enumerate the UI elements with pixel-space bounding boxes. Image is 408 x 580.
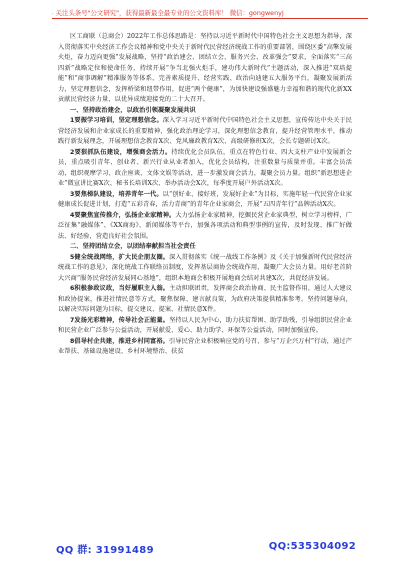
section-item [58,116,352,148]
item-title: 1要振学习培训，坚定理想信念。 [70,117,163,124]
banner-bullet: · [52,11,54,17]
section-heading-1: 一、坚持政治建会，以政治引领凝聚发展共识 [70,106,196,114]
item-title: 3要焦梯队建设，培养青年一代。 [70,190,163,198]
item-text: 主动担联团责，发挥商会政治协商、民主监督作用，通过人大建议和政协提案，推进社情民意等方式，聚焦保障、建言献良策，为政府决策提供精准参考。坚持问题导向，以解决实际问题为目标，提交建议、提案、社情民意X件。 [58,285,352,313]
header-banner [52,8,368,19]
section-item [58,253,352,285]
section-item [58,284,352,316]
banner-text: 关注头条号"公文研究"，获得最新最全最专业的公文资料库！ 微信：gongwenyj [55,9,284,17]
section-heading-2: 二、坚持团结立会，以团结奉献担当社会责任 [70,243,196,250]
item-title: 2要狠抓队伍建设，增强商会活力。 [70,148,172,156]
section-item [58,337,352,358]
intro-paragraph: 区工商联（总商会）2022年工作总体思路是：坚持以习近平新时代中国特色社会主义思想为指导，深入贯彻落实中央经济工作会议精神和党中央关于新时代民营经济统战工作的重要部署，围绕区委“高擎发展火炬，奋力迈向更强”发展战略，坚持“政治建会、团结立会、服务兴会、改革强会”要求，全面落实“三高四新”战略定位和使命任务，持续开展“争当北强火炬手，建功伟大新时代”主题活动，深入推进“双培提能”和“商事调解”精准服务等体系，完善素质提升、经营实践、政治向迪建五大服务平台，凝聚发展新活力，坚定理想信念，发挥桥梁和纽带作用，促进“两个健康”，为加快建设强盛魅力幸福和谐的现代化新XX贡献民营经济力量，以优异成绩迎接党的二十大召开。 [58,33,352,103]
item-title: 8倡导村企共建，推进乡村同富裕。 [70,337,169,345]
document-body [58,32,352,358]
item-text: 引导民营企业积极响应党的号召，参与“万企兴万村”行动，通过产业帮扶、基础设施建设、乡村环境整治、扶贫 [58,337,352,355]
item-title: 7发扬光彩精神，传导社会正能量。 [70,316,170,324]
item-text: 大力弘扬企业家精神，挖掘民营企业家典型，树立学习榜样，广泛征集“融媒体”、《XX商海》、新闻媒体等平台，加强各项活动和典型事例的宣传，及时发现、推广好做法、好经验，营造良好社会氛围。 [58,211,352,240]
item-text: 深入贯彻落实《统一战线工作条例》及《关于加强新时代民营经济统战工作的意见》，深化统战工作联络员制度，发挥基层商协会统战作用，凝聚广大会员力量。用好老首阶大兴商“服务民营经济发展同心基地”，组织本地商会积极开展地商会结对共建X次，共促经济发展。 [58,253,352,282]
footer-contacts [56,541,356,556]
section-item [58,148,352,190]
item-title: 4要聚焦宣传推介，弘扬企业家精神。 [70,211,176,219]
item-text: 以“创好业、接好班，发展好企业”为目标，实施年轻一代民营企业家健康成长促进计划，打造“五彩青春，活力青商”的青年企业家商会，开展“五四青年行”品牌活动X次。 [58,190,352,208]
item-text: 坚持以人民为中心，助力扶贫帮困、助学助残，引导组织民营企业和民营企业广泛参与公益活动，开展献爱、爱心、助力助学、环保等公益活动，同时加强宣传。 [58,316,352,334]
section-item [58,211,352,243]
item-text: 深入学习习近平新时代中国特色社会主义思想，宣传传达中央关于民营经济发展和企业家成长的重要精神，强化政治理论学习，深化理想信念教育，提升经营管理水平，推动践行新发展理念，开展理想信念教育X次、党风廉政教育X次、高级研修班X次，会长专题研讨X次。 [58,117,352,145]
section-item [58,190,352,211]
qq-number-text: QQ:535304092 [268,541,356,552]
section-item [58,316,352,337]
item-title: 6积极参政议政，当好履职主人翁。 [70,285,170,292]
qq-group-text: QQ 群: 31991489 [56,545,154,556]
item-text: 持续优化会员队伍，重点在特色行业、四大支柱产业中发展新会员，重点吸引青年、创业者、新兴行业从业者加入，优化会员结构，注重数量与质量并重。丰富会员活动，组织观摩学习、政企座谈、文体文娱等活动，进一步激发商会活力，凝聚会员力量。组织“新思想进企业”微宣讲比赛X次、秘书长培训X次、举办活动会X次，每季度开展户外活动X次。 [58,148,352,187]
item-title: 5健全统战网络，扩大民企朋友圈。 [70,253,170,261]
